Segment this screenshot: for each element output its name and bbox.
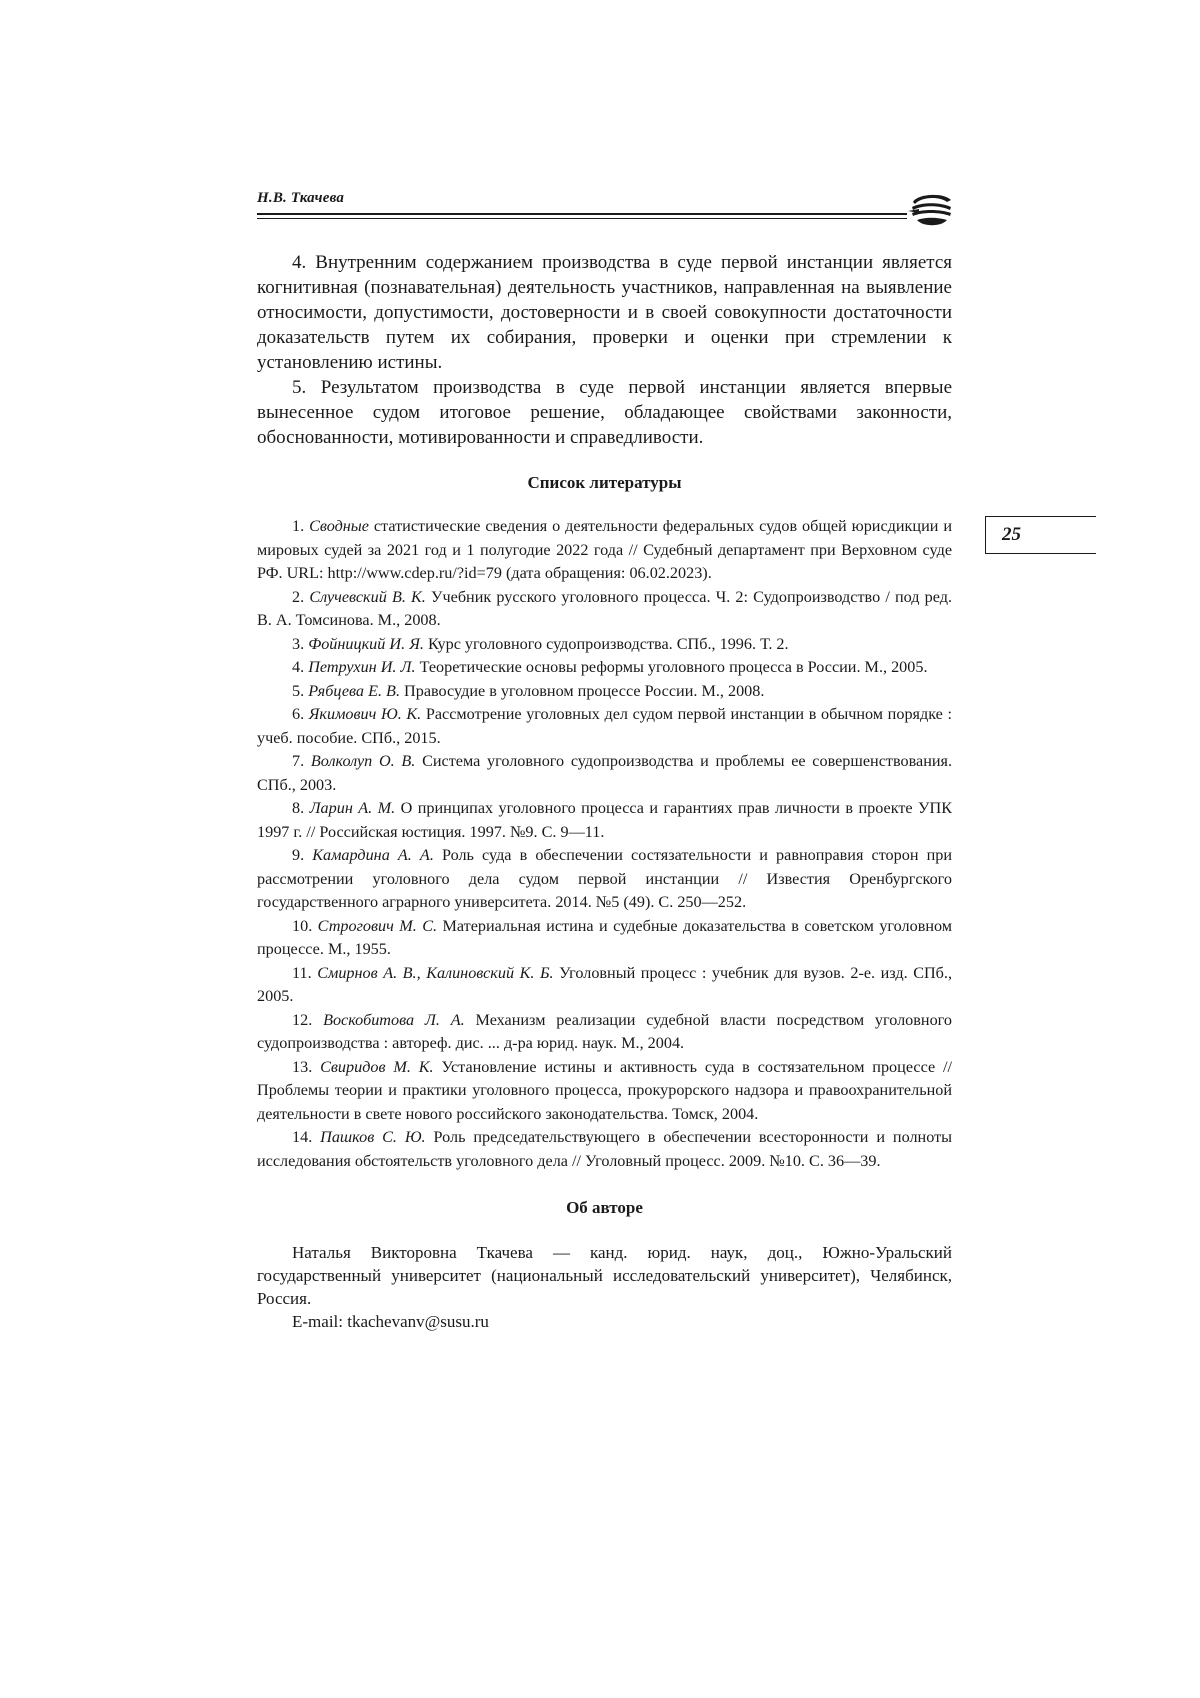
reference-item (257, 1009, 952, 1056)
header-rule-thin (257, 218, 907, 219)
references-title: Список литературы (527, 473, 682, 492)
reference-number: 6. (292, 705, 305, 723)
reference-text: Теоретические основы реформы уголовного процесса в России. М., 2005. (419, 658, 928, 676)
about-author-text: Наталья Викторовна Ткачева — канд. юрид. наук, доц., Южно-Уральский государственный университет (национальный исследовательский университет), Челябинск, Россия. (257, 1243, 952, 1308)
body-paragraph: 4. Внутренним содержанием производства в суде первой инстанции является когнитивная (познавательная) деятельность участников, направленная на выявление относимости, допустимости, достоверности и в своей совокупности достаточности доказательств путем их собирания, проверки и оценки при стремлении к установлению истины. (257, 252, 952, 373)
reference-item (257, 962, 952, 1009)
reference-authors: Воскобитова Л. А. (323, 1010, 465, 1029)
reference-authors: Фойницкий И. Я. (308, 634, 424, 653)
reference-number: 8. (292, 799, 305, 817)
reference-number: 9. (292, 846, 305, 864)
reference-text: Учебник русского уголовного процесса. Ч. 2: Судопроизводство / под ред. В. А. Томсинова. М., 2008. (257, 587, 953, 629)
reference-item (257, 1126, 952, 1173)
page-number: 25 (1002, 524, 1021, 545)
reference-number: 7. (292, 752, 305, 770)
reference-authors: Камардина А. А. (312, 846, 434, 864)
reference-authors: Случевский В. К. (309, 587, 426, 606)
reference-authors: Петрухин И. Л. (308, 658, 416, 676)
reference-authors: Волколуп О. В. (310, 752, 416, 770)
reference-number: 11. (292, 963, 312, 982)
reference-authors: Строгович М. С. (317, 916, 438, 935)
reference-text: Роль суда в обеспечении состязательности и равноправия сторон при рассмотрении уголовного дела судом первой инстанции // Известия Оренбургского государственного аграрного университета. 2014. №5 (49). С. 250—252. (257, 846, 953, 911)
reference-text: Механизм реализации судебной власти посредством уголовного судопроизводства : автореф. дис. ... д-ра юрид. наук. М., 2004. (257, 1010, 953, 1052)
running-header (257, 190, 955, 230)
reference-text: Установление истины и активность суда в состязательном процессе // Проблемы теории и практики уголовного процесса, прокурорского надзора и правоохранительной деятельности в свете нового российского законодательства. Томск, 2004. (257, 1057, 953, 1123)
reference-authors: Рябцева Е. В. (308, 681, 400, 700)
reference-number: 1. (292, 517, 305, 535)
running-header-author: Н.В. Ткачева (257, 190, 345, 206)
reference-authors: Свиридов М. К. (320, 1057, 434, 1076)
reference-item (257, 915, 952, 962)
reference-text: статистические сведения о деятельности федеральных судов общей юрисдикции и мировых судей за 2021 год и 1 полугодие 2022 года // Судебный департамент при Верховном суде РФ. URL: http://www.cdep.ru/?id=79 (дата обращения: 06.02.2023). (257, 517, 953, 582)
reference-authors: Сводные (309, 517, 369, 535)
reference-item (257, 515, 952, 586)
reference-item (257, 703, 952, 750)
reference-number: 13. (292, 1057, 313, 1076)
about-author-title: Об авторе (566, 1198, 643, 1217)
reference-item (257, 750, 952, 797)
reference-text: Роль председательствующего в обеспечении всесторонности и полноты исследования обстоятельств уголовного дела // Уголовный процесс. 2009. №10. С. 36—39. (257, 1128, 953, 1170)
reference-authors: Якимович Ю. К. (308, 705, 422, 723)
reference-item (257, 586, 952, 633)
reference-number: 14. (292, 1128, 313, 1146)
references-list (257, 515, 952, 1173)
reference-text: Система уголовного судопроизводства и проблемы ее совершенствования. СПб., 2003. (257, 752, 953, 794)
reference-number: 12. (292, 1010, 313, 1029)
reference-number: 5. (292, 681, 305, 700)
reference-text: Рассмотрение уголовных дел судом первой инстанции в обычном порядке : учеб. пособие. СПб., 2015. (257, 705, 952, 747)
reference-text: Уголовный процесс : учебник для вузов. 2-е. изд. СПб., 2005. (257, 963, 953, 1005)
page-number-box (985, 516, 1096, 554)
reference-item (257, 680, 952, 704)
journal-logo-icon (907, 190, 955, 230)
body-paragraph: 5. Результатом производства в суде первой инстанции является впервые вынесенное судом итоговое решение, обладающее свойствами законности, обоснованности, мотивированности и справедливости. (257, 377, 952, 448)
author-email: E-mail: tkachevanv@susu.ru (292, 1312, 489, 1331)
reference-item (257, 797, 952, 844)
reference-number: 10. (292, 916, 313, 935)
reference-number: 3. (292, 634, 305, 653)
reference-number: 2. (292, 587, 305, 606)
reference-text: О принципах уголовного процесса и гарантиях прав личности в проекте УПК 1997 г. // Российская юстиция. 1997. №9. С. 9—11. (257, 799, 952, 841)
reference-authors: Пашков С. Ю. (320, 1128, 426, 1146)
reference-text: Курс уголовного судопроизводства. СПб., 1996. Т. 2. (427, 634, 789, 653)
reference-item (257, 656, 952, 680)
reference-item (257, 844, 952, 915)
reference-text: Материальная истина и судебные доказательства в советском уголовном процессе. М., 1955. (257, 916, 953, 958)
reference-text: Правосудие в уголовном процессе России. М., 2008. (404, 681, 765, 700)
reference-item (257, 1056, 952, 1127)
reference-number: 4. (292, 658, 305, 676)
header-rule-thick (257, 213, 907, 215)
reference-authors: Ларин А. М. (309, 799, 396, 817)
reference-authors: Смирнов А. В., Калиновский К. Б. (317, 963, 554, 982)
reference-item (257, 633, 952, 657)
page-content (257, 250, 952, 1333)
